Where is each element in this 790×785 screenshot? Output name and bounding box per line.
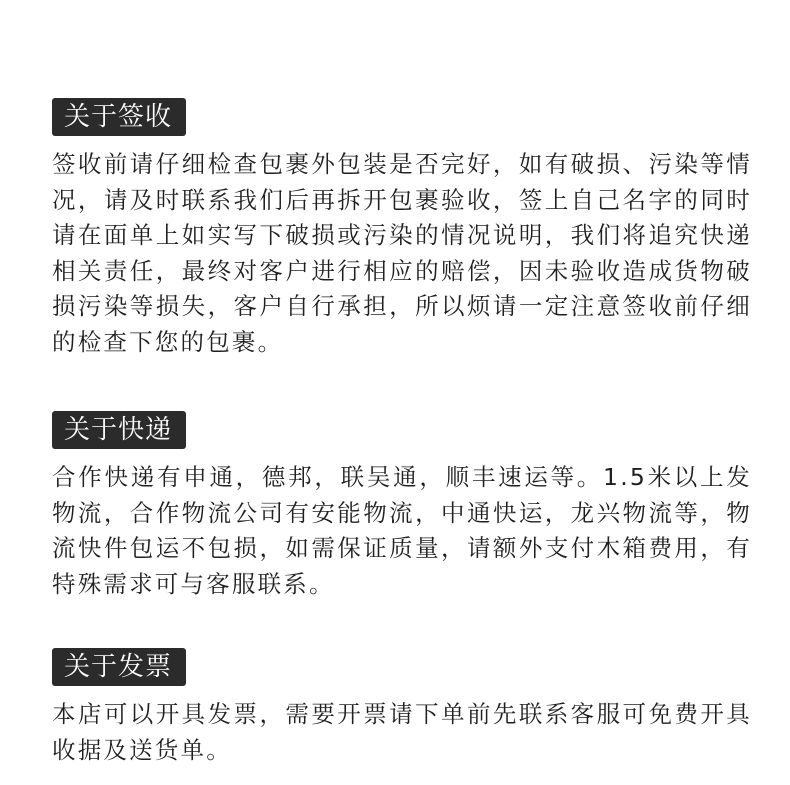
- section-text-signing: 签收前请仔细检查包裹外包装是否完好，如有破损、污染等情况，请及时联系我们后再拆开包裹验收，签上自己名字的同时请在面单上如实写下破损或污染的情况说明，我们将追究快递相关责任，最终对客户进行相应的赔偿，因未验收造成货物破损污染等损失，客户自行承担，所以烦请一定注意签收前仔细的检查下您的包裹。: [52, 150, 752, 356]
- section-text-invoice: 本店可以开具发票，需要开票请下单前先联系客服可免费开具收据及送货单。: [52, 700, 752, 764]
- section-invoice: [52, 648, 752, 768]
- section-express: [52, 411, 752, 602]
- section-heading-express: 关于快递: [52, 411, 186, 449]
- section-heading-invoice: 关于发票: [52, 648, 186, 686]
- section-text-express: 合作快递有申通，德邦，联吴通，顺丰速运等。1.5米以上发物流，合作物流公司有安能物流，中通快运，龙兴物流等，物流快件包运不包损，如需保证质量，请额外支付木箱费用，有特殊需求可与客服联系。: [52, 463, 752, 598]
- section-signing: [52, 98, 752, 360]
- section-heading-signing: 关于签收: [52, 98, 186, 136]
